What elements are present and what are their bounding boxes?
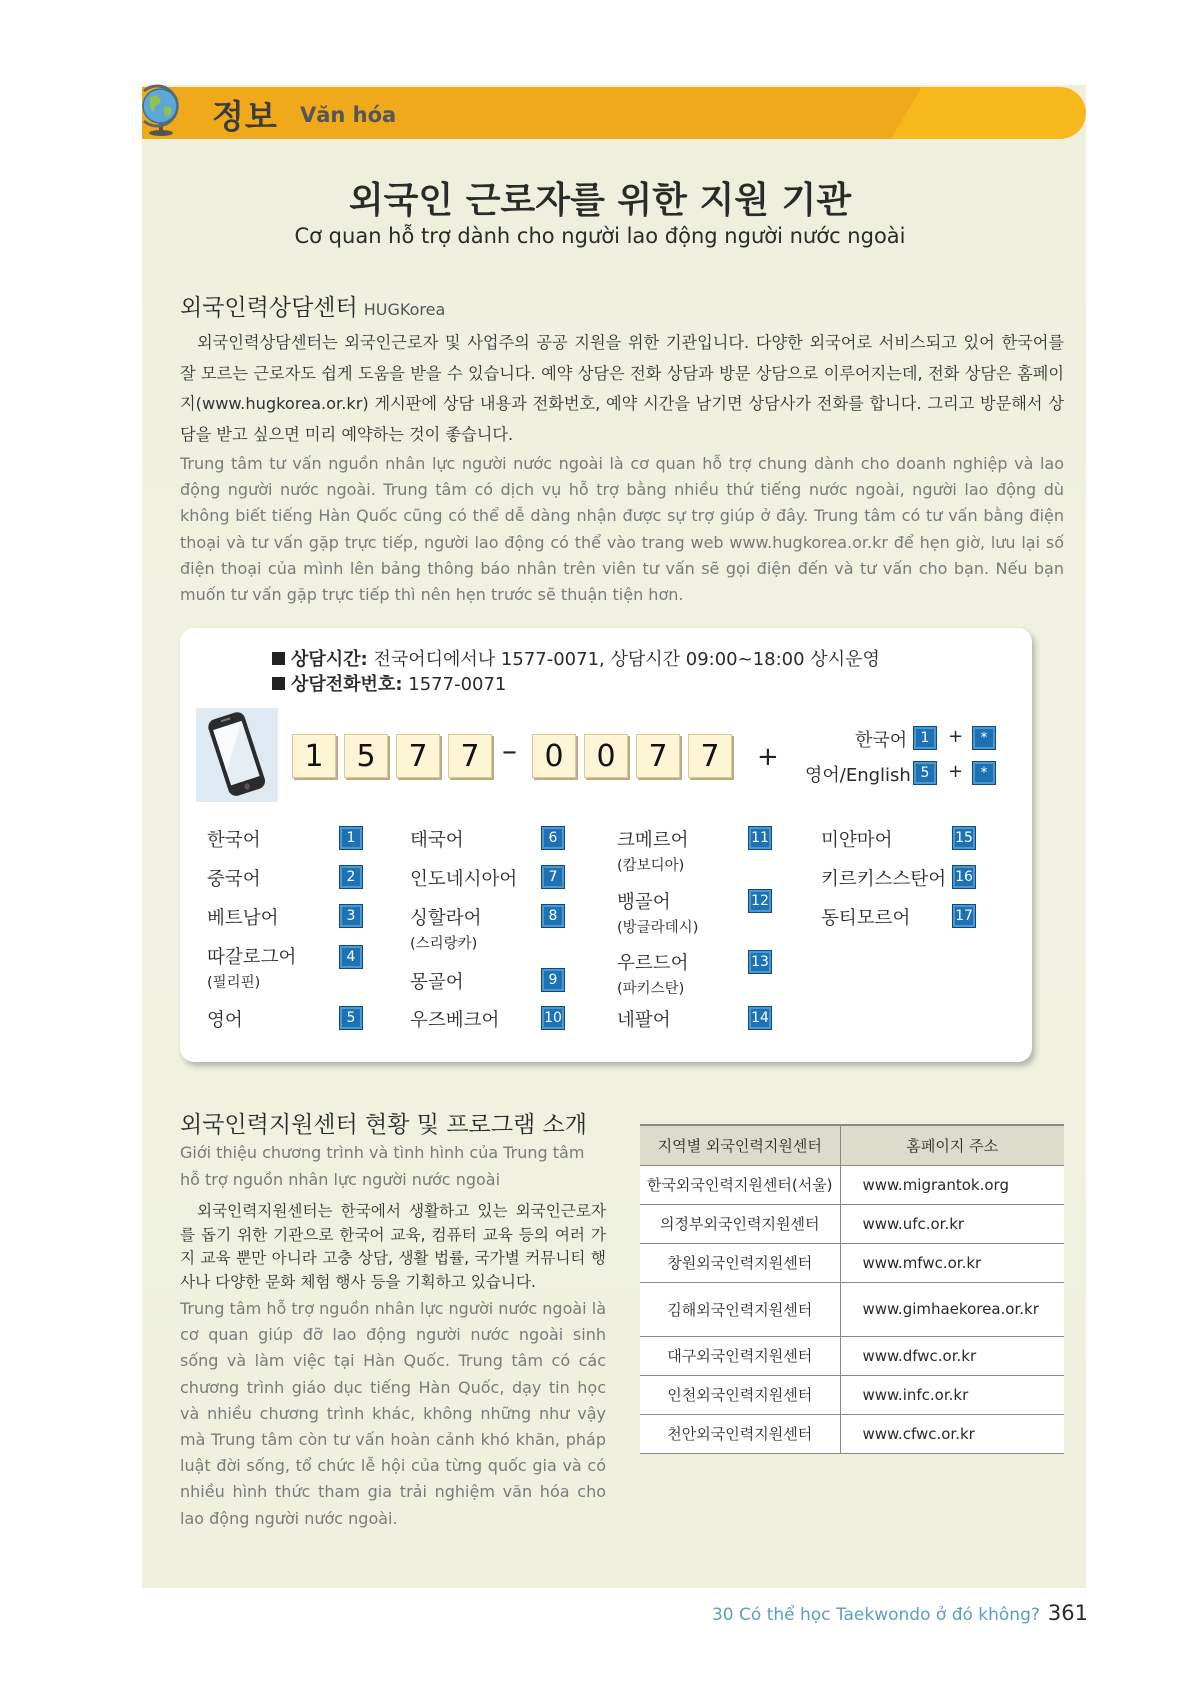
language-name: 한국어 <box>207 830 261 851</box>
dial-digit: 7 <box>688 734 732 778</box>
language-name: 미얀마어 <box>821 830 893 851</box>
header-subtitle: Văn hóa <box>300 103 397 127</box>
footer-chapter: 30 Có thể học Taekwondo ở đó không? <box>711 1605 1040 1625</box>
option-english-plus: + <box>948 761 964 782</box>
language-item <box>821 826 892 852</box>
language-item <box>821 865 946 891</box>
language-name: 동티모르어 <box>821 908 911 929</box>
phone-label: 상담전화번호: <box>291 674 403 695</box>
bullet-square-icon <box>272 677 285 690</box>
section2-heading-vietnamese: Giới thiệu chương trình và tình hình của Trung tâm hỗ trợ nguồn nhân lực người nước ngoài <box>180 1143 585 1189</box>
center-name: 의정부외국인력지원센터 <box>640 1204 840 1243</box>
language-item <box>207 865 261 891</box>
language-name: 우즈베크어 <box>410 1010 500 1031</box>
language-name: 따갈로그어 <box>207 947 297 968</box>
option-korean-label: 한국어 <box>855 730 908 751</box>
phone-value: 1577-0071 <box>408 674 507 695</box>
option-korean-plus: + <box>948 726 964 747</box>
center-name: 김해외국인력지원센터 <box>640 1282 840 1336</box>
language-key: 17 <box>952 904 976 928</box>
dial-dash: – <box>502 734 517 769</box>
language-name: 영어 <box>207 1010 243 1031</box>
language-note: (스리랑카) <box>410 936 478 952</box>
language-note: (파키스탄) <box>617 981 685 997</box>
language-name: 우르드어 <box>617 953 689 974</box>
language-name: 크메르어 <box>617 830 689 851</box>
language-key: 12 <box>748 889 772 913</box>
language-key: 9 <box>541 968 565 992</box>
language-name: 베트남어 <box>207 908 279 929</box>
language-key: 5 <box>339 1006 363 1030</box>
center-url[interactable]: www.ufc.or.kr <box>840 1204 1064 1243</box>
language-item <box>821 904 910 930</box>
language-item <box>617 826 688 875</box>
option-korean-star-key: * <box>972 726 996 750</box>
language-item <box>617 888 698 937</box>
section1-heading-ko: 외국인력상담센터 <box>180 295 358 321</box>
bullet-square-icon <box>272 652 285 665</box>
dial-plus: + <box>757 742 779 772</box>
center-name: 한국외국인력지원센터(서울) <box>640 1165 840 1204</box>
language-key: 7 <box>541 865 565 889</box>
language-name: 몽골어 <box>410 972 464 993</box>
language-item <box>207 1006 243 1032</box>
language-item <box>410 865 517 891</box>
hours-line <box>272 645 880 671</box>
language-name: 태국어 <box>410 830 464 851</box>
page-number: 361 <box>1047 1601 1088 1625</box>
page-title: 외국인 근로자를 위한 지원 기관 <box>348 180 852 221</box>
center-url[interactable]: www.dfwc.or.kr <box>840 1336 1064 1375</box>
page-footer <box>712 1601 1088 1625</box>
center-name: 천안외국인력지원센터 <box>640 1414 840 1453</box>
language-key: 8 <box>541 904 565 928</box>
language-item <box>410 826 464 852</box>
language-note: (캄보디아) <box>617 858 685 874</box>
section1-heading-en: HUGKorea <box>363 300 446 319</box>
language-key: 11 <box>748 826 772 850</box>
table-row <box>640 1165 1064 1204</box>
table-header-center: 지역별 외국인력지원센터 <box>640 1125 840 1165</box>
language-name: 네팔어 <box>617 1010 671 1031</box>
table-row <box>640 1243 1064 1282</box>
language-note: (방글라데시) <box>617 920 699 936</box>
hours-value: 전국어디에서나 1577-0071, 상담시간 09:00~18:00 상시운영 <box>373 649 880 670</box>
center-name: 인천외국인력지원센터 <box>640 1375 840 1414</box>
language-key: 15 <box>952 826 976 850</box>
language-name: 중국어 <box>207 869 261 890</box>
center-name: 창원외국인력지원센터 <box>640 1243 840 1282</box>
phone-line <box>272 670 506 696</box>
language-item <box>207 943 296 992</box>
language-name: 인도네시아어 <box>410 869 518 890</box>
language-item <box>207 826 261 852</box>
language-note: (필리핀) <box>207 975 261 991</box>
center-name: 대구외국인력지원센터 <box>640 1336 840 1375</box>
mobile-phone-icon <box>196 708 278 802</box>
language-name: 뱅골어 <box>617 892 671 913</box>
option-korean-key: 1 <box>913 726 937 750</box>
globe-icon <box>136 83 186 137</box>
language-key: 6 <box>541 826 565 850</box>
header-title: 정보 <box>212 97 278 136</box>
option-english-label: 영어/English <box>805 765 911 786</box>
language-item <box>410 904 481 953</box>
hours-label: 상담시간: <box>291 649 368 670</box>
language-item <box>617 1006 671 1032</box>
language-key: 10 <box>541 1006 565 1030</box>
table-row <box>640 1414 1064 1453</box>
language-item <box>410 1006 499 1032</box>
option-korean <box>855 726 907 752</box>
dial-digit: 7 <box>636 734 680 778</box>
table-row <box>640 1204 1064 1243</box>
language-key: 13 <box>748 950 772 974</box>
dial-digit: 0 <box>584 734 628 778</box>
dial-digit: 1 <box>292 734 336 778</box>
language-name: 싱할라어 <box>410 908 482 929</box>
section2-korean-text: 외국인력지원센터는 한국에서 생활하고 있는 외국인근로자를 돕기 위한 기관으로 한국어 교육, 컴퓨터 교육 등의 여러 가지 교육 뿐만 아니라 고충 상담, 생활 법률, 국가별 커뮤니티 행사나 다양한 문화 체험 행사 등을 기획하고 있습니다. <box>180 1202 606 1291</box>
table-row <box>640 1375 1064 1414</box>
option-english-key: 5 <box>913 761 937 785</box>
language-key: 16 <box>952 865 976 889</box>
language-name: 키르키스스탄어 <box>821 869 947 890</box>
section2-heading: 외국인력지원센터 현황 및 프로그램 소개 <box>180 1112 587 1138</box>
center-url[interactable]: www.migrantok.org <box>840 1165 1064 1204</box>
language-item <box>410 968 464 994</box>
section1-korean-text: 외국인력상담센터는 외국인근로자 및 사업주의 공공 지원을 위한 기관입니다. 다양한 외국어로 서비스되고 있어 한국어를 잘 모르는 근로자도 쉽게 도움을 받을 수 있습니다. 예약 상담은 전화 상담과 방문 상담으로 이루어지는데, 전화 상담은 홈페이지(www.hugkorea.or.kr) 게시판에 상담 내용과 전화번호, 예약 시간을 남기면 상담사가 전화를 합니다. 그리고 방문해서 상담을 받고 싶으면 미리 예약하는 것이 좋습니다. <box>180 333 1064 444</box>
language-key: 1 <box>339 826 363 850</box>
language-key: 3 <box>339 904 363 928</box>
section2-vietnamese-text: Trung tâm hỗ trợ nguồn nhân lực người nước ngoài là cơ quan giúp đỡ lao động người nước ngoài sinh sống và làm việc tại Hàn Quốc. Trung tâm có các chương trình giáo dục tiếng Hàn Quốc, dạy tin học và nhiều chương trình khác, không những như vậy mà Trung tâm còn tư vấn hoàn cảnh khó khăn, pháp luật đời sống, tổ chức lễ hội của từng quốc gia và có nhiều hình thức tham gia trải nghiệm văn hóa cho lao động người nước ngoài. <box>180 1299 606 1528</box>
dial-digit: 5 <box>344 734 388 778</box>
option-english <box>805 761 911 787</box>
table-row <box>640 1336 1064 1375</box>
language-key: 14 <box>748 1006 772 1030</box>
dial-digit: 0 <box>532 734 576 778</box>
center-url[interactable]: www.infc.or.kr <box>840 1375 1064 1414</box>
table-row <box>640 1282 1064 1336</box>
option-english-star-key: * <box>972 761 996 785</box>
center-url[interactable]: www.mfwc.or.kr <box>840 1243 1064 1282</box>
language-key: 2 <box>339 865 363 889</box>
center-url[interactable]: www.gimhaekorea.or.kr <box>840 1282 1064 1336</box>
section1-vietnamese-text: Trung tâm tư vấn nguồn nhân lực người nước ngoài là cơ quan hỗ trợ chung dành cho doanh nghiệp và lao động người nước ngoài. Trung tâm có dịch vụ hỗ trợ bằng nhiều thứ tiếng nước ngoài, người lao động dù không biết tiếng Hàn Quốc cũng có thể dễ dàng nhận được sự trợ giúp ở đây. Trung tâm có tư vấn bằng điện thoại và tư vấn gặp trực tiếp, người lao động có thể vào trang web www.hugkorea.or.kr để hẹn giờ, lưu lại số điện thoại của mình lên bảng thông báo nhân trên viên tư vấn sẽ gọi điện đến và tư vấn cho bạn. Nếu bạn muốn tư vấn gặp trực tiếp thì nên hẹn trước sẽ thuận tiện hơn. <box>180 454 1064 605</box>
table-header-homepage: 홈페이지 주소 <box>840 1125 1064 1165</box>
language-key: 4 <box>339 945 363 969</box>
table-header-row <box>640 1125 1064 1165</box>
dial-digit: 7 <box>396 734 440 778</box>
language-item <box>207 904 278 930</box>
center-table <box>640 1124 1064 1454</box>
center-url[interactable]: www.cfwc.or.kr <box>840 1414 1064 1453</box>
section1-heading <box>180 289 445 322</box>
dial-digit: 7 <box>448 734 492 778</box>
language-item <box>617 949 688 998</box>
page-subtitle: Cơ quan hỗ trợ dành cho người lao động người nước ngoài <box>294 224 906 248</box>
